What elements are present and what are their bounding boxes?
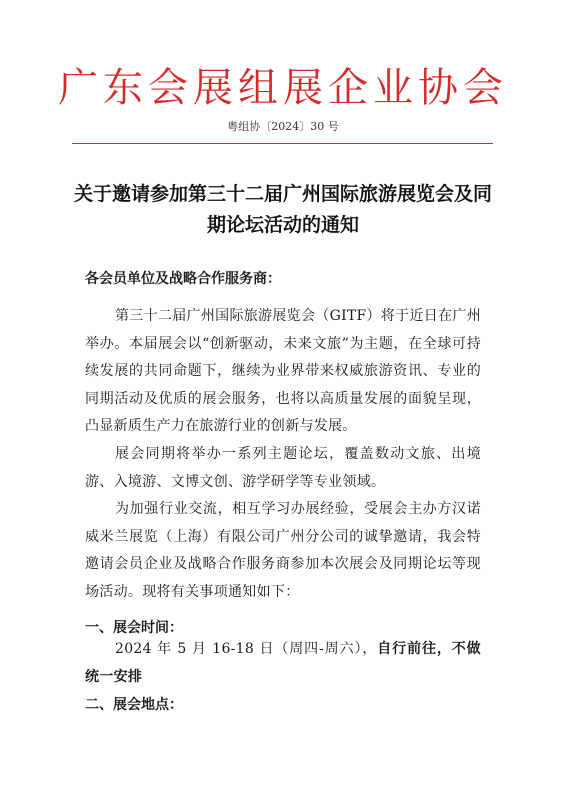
section-heading-location: 二、展会地点：: [85, 697, 183, 713]
section-heading-time: 一、展会时间：: [85, 620, 183, 636]
paragraph-invitation: 为加强行业交流，相互学习办展经验，受展会主办方汉诺威米兰展览（上海）有限公司广州分公司的诚挚邀请，我会特邀请会员企业及战略合作服务商参加本次展会及同期论坛等现场活动。现将有关事项通知如下：: [85, 501, 481, 600]
paragraph-intro: 第三十二届广州国际旅游展览会（GITF）将于近日在广州举办。本届展会以“创新驱动，未来文旅”为主题，在全球可持续发展的共同命题下，继续为业界带来权威旅游资讯、专业的同期活动及优质的展会服务，也将以高质量发展的面貌呈现，凸显新质生产力在旅游行业的创新与发展。: [85, 308, 481, 434]
header-divider: [72, 143, 493, 144]
notice-title: 关于邀请参加第三十二届广州国际旅游展览会及同期论坛活动的通知: [73, 183, 492, 236]
exhibition-date: 2024 年 5 月 16-18 日（周四-周六），: [115, 641, 378, 657]
salutation: 各会员单位及战略合作服务商：: [85, 271, 281, 287]
attendance-note: 自行前往，不做统一安排: [85, 641, 481, 685]
paragraph-forums: 展会同期将举办一系列主题论坛，覆盖数动文旅、出境游、入境游、文博文创、游学研学等专业领域。: [85, 446, 481, 490]
document-number: 粤组协〔2024〕30 号: [227, 120, 339, 133]
organization-masthead: 广东会展组展企业协会: [58, 65, 508, 111]
section-body-time: [85, 636, 481, 691]
